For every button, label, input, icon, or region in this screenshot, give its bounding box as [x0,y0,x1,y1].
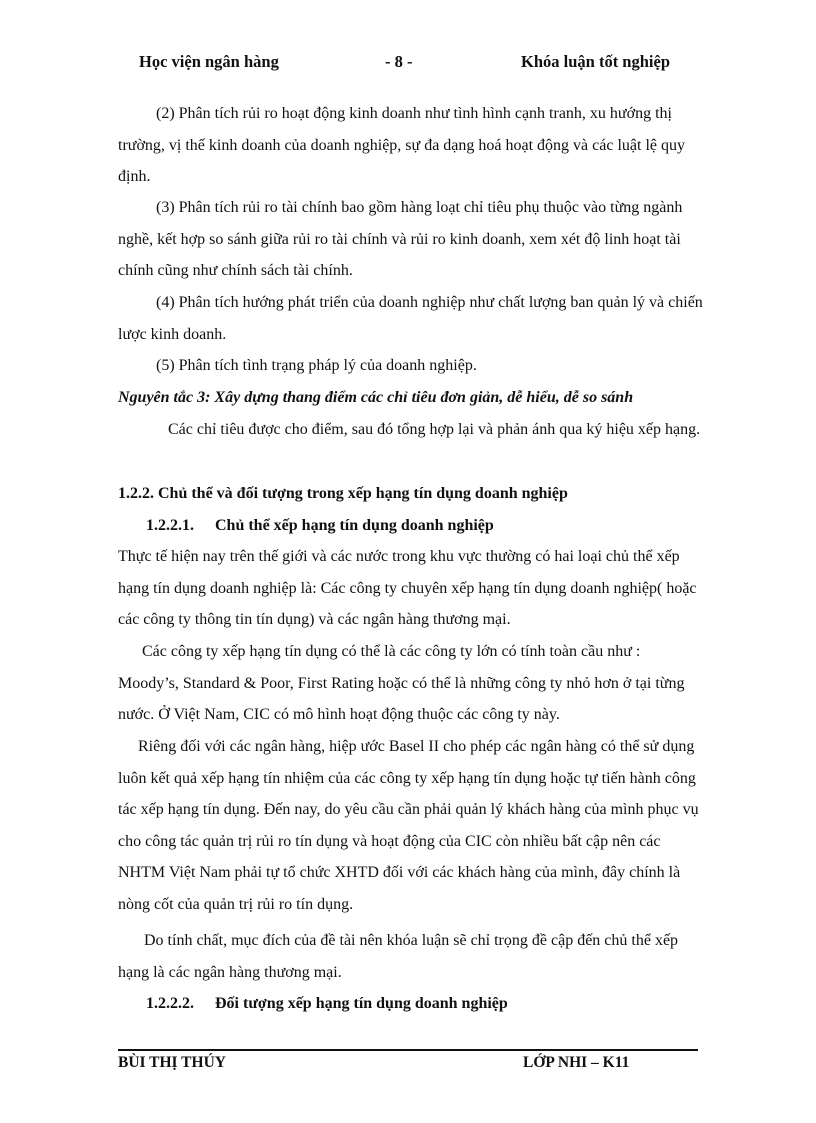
paragraph-development-direction: (4) Phân tích hướng phát triển của doanh nghiệp như chất lượng ban quản lý và chiến lược kinh doanh. [118,294,703,343]
footer-divider [118,1049,698,1051]
paragraph-banks-basel: Riêng đối với các ngân hàng, hiệp ước Basel II cho phép các ngân hàng có thể sử dụng luôn kết quả xếp hạng tín nhiệm của các công ty xếp hạng tín dụng hoặc tự tiến hành công tác xếp hạng tín dụng. Đến nay, do yêu cầu cần phải quản lý khách hàng của mình phục vụ cho công tác quản trị rủi ro tín dụng và hoạt động của CIC còn nhiều bất cập nên các NHTM Việt Nam phải tự tổ chức XHTD đối với các khách hàng của mình, đây chính là nòng cốt của quản trị rủi ro tín dụng. [118,738,699,913]
header-page-number: - 8 - [385,52,413,71]
subsection-number: 1.2.2.1. [146,517,194,534]
subsection-title: Đối tượng xếp hạng tín dụng doanh nghiệp [215,995,508,1012]
subsection-number: 1.2.2.2. [146,995,194,1012]
section-heading-1-2-2: 1.2.2. Chủ thể và đối tượng trong xếp hạng tín dụng doanh nghiệp [118,485,568,502]
principle-3-heading: Nguyên tắc 3: Xây dựng thang điểm các chỉ tiêu đơn giản, dễ hiểu, dễ so sánh [118,389,634,406]
paragraph-financial-risk: (3) Phân tích rủi ro tài chính bao gồm hàng loạt chỉ tiêu phụ thuộc vào từng ngành nghề, kết hợp so sánh giữa rủi ro tài chính và rủi ro kinh doanh, xem xét độ linh hoạt tài chính cũng như chính sách tài chính. [118,199,683,280]
header-document-type: Khóa luận tốt nghiệp [521,52,670,71]
paragraph-business-risk: (2) Phân tích rủi ro hoạt động kinh doanh như tình hình cạnh tranh, xu hướng thị trường, vị thế kinh doanh của doanh nghiệp, sự đa dạng hoá hoạt động và các luật lệ quy định. [118,105,685,186]
footer-author: BÙI THỊ THÚY [118,1054,226,1071]
header-institution: Học viện ngân hàng [139,52,279,71]
paragraph-scoring: Các chỉ tiêu được cho điểm, sau đó tổng hợp lại và phản ánh qua ký hiệu xếp hạng. [168,421,701,438]
paragraph-rating-subjects: Thực tế hiện nay trên thế giới và các nước trong khu vực thường có hai loại chủ thể xếp hạng tín dụng doanh nghiệp là: Các công ty chuyên xếp hạng tín dụng doanh nghiệp( hoặc các công ty thông tin tín dụng) và các ngân hàng thương mại. [118,548,697,629]
subsection-title: Chủ thể xếp hạng tín dụng doanh nghiệp [215,517,494,534]
footer-class: LỚP NHI – K11 [523,1054,630,1071]
paragraph-thesis-scope: Do tính chất, mục đích của đề tài nên khóa luận sẽ chỉ trọng đề cập đến chủ thể xếp hạng là các ngân hàng thương mại. [118,932,679,981]
paragraph-legal-status: (5) Phân tích tình trạng pháp lý của doanh nghiệp. [156,357,477,374]
paragraph-rating-companies: Các công ty xếp hạng tín dụng có thể là các công ty lớn có tính toàn cầu như : Moody’s, Standard & Poor, First Rating hoặc có thể là những công ty nhỏ hơn ở tại từng nước. Ở Việt Nam, CIC có mô hình hoạt động thuộc các công ty này. [118,643,685,724]
